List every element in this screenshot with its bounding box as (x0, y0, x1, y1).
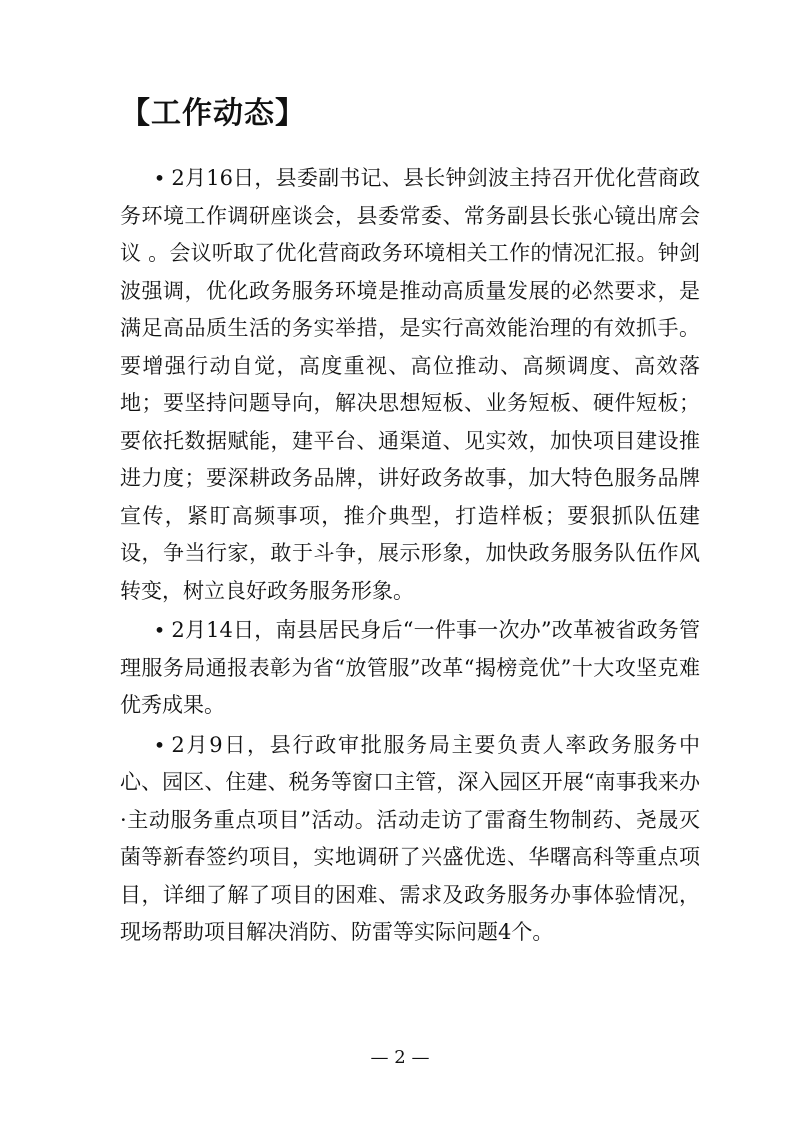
bullet-icon: • (153, 732, 166, 757)
news-item-text: 2月9日，县行政审批服务局主要负责人率政务服务中心、园区、住建、税务等窗口主管，深入园区开展“南事我来办·主动服务重点项目”活动。活动走访了雷裔生物制药、尧晟灭菌等新春签约项目，实地调研了兴盛优选、华曙高科等重点项目，详细了解了项目的困难、需求及政务服务办事体验情况，现场帮助项目解决消防、防雷等实际问题4个。 (120, 732, 700, 944)
page-number: — 2 — (370, 1047, 430, 1068)
news-item (120, 612, 700, 725)
section-title: 【工作动态】 (120, 96, 306, 131)
bullet-icon: • (153, 166, 166, 190)
news-item-text: 2月14日，南县居民身后“一件事一次办”改革被省政务管理服务局通报表彰为省“放管服”改革“揭榜竞优”十大攻坚克难优秀成果。 (120, 618, 700, 717)
news-list (120, 160, 700, 954)
bullet-icon: • (153, 618, 166, 642)
news-item (120, 727, 700, 952)
news-item (120, 160, 700, 610)
news-item-text: 2月16日，县委副书记、县长钟剑波主持召开优化营商政务环境工作调研座谈会，县委常委、常务副县长张心镜出席会议 。会议听取了优化营商政务环境相关工作的情况汇报。钟剑波强调，优化政务服务环境是推动高质量发展的必然要求，是满足高品质生活的务实举措，是实行高效能治理的有效抓手。要增强行动自觉，高度重视、高位推动、高频调度、高效落地；要坚持问题导向，解决思想短板、业务短板、硬件短板；要依托数据赋能，建平台、通渠道、见实效，加快项目建设推进力度；要深耕政务品牌，讲好政务故事，加大特色服务品牌宣传，紧盯高频事项，推介典型，打造样板；要狠抓队伍建设，争当行家，敢于斗争，展示形象，加快政务服务队伍作风转变，树立良好政务服务形象。 (120, 166, 700, 603)
